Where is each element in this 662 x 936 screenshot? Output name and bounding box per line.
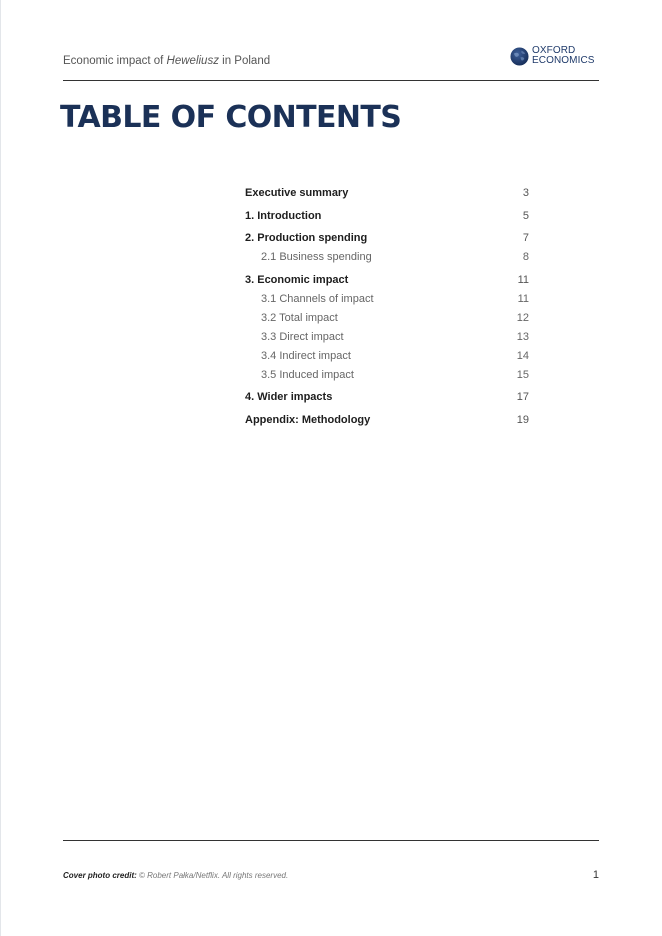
toc-entry-page: 11 bbox=[517, 274, 529, 286]
header-title-italic: Heweliusz bbox=[166, 55, 219, 67]
toc-entry-label: 3.5 Induced impact bbox=[261, 369, 354, 381]
toc-subentry[interactable] bbox=[245, 349, 529, 364]
toc-entry-page: 3 bbox=[522, 187, 529, 199]
logo-line-1: OXFORD bbox=[532, 45, 576, 56]
page-edge bbox=[0, 0, 1, 936]
credit-label: Cover photo credit: bbox=[63, 871, 137, 880]
toc-entry-label: 3.3 Direct impact bbox=[261, 331, 344, 343]
cover-photo-credit bbox=[63, 871, 288, 880]
toc-entry-page: 12 bbox=[516, 312, 529, 324]
toc-subentry[interactable] bbox=[245, 368, 529, 383]
toc-entry[interactable] bbox=[245, 209, 529, 224]
toc-entry-label: 2. Production spending bbox=[245, 232, 368, 244]
toc-entry-page: 13 bbox=[516, 331, 529, 343]
toc-entry-label: 3.4 Indirect impact bbox=[261, 350, 351, 362]
toc-entry-page: 15 bbox=[516, 369, 529, 381]
toc-entry-label: 3.1 Channels of impact bbox=[261, 293, 374, 305]
toc-subentry[interactable] bbox=[245, 250, 529, 265]
toc-entry[interactable] bbox=[245, 413, 529, 428]
toc-entry-label: Executive summary bbox=[245, 187, 349, 199]
toc-entry-page: 19 bbox=[516, 414, 529, 426]
credit-text: © Robert Pałka/Netflix. All rights reserved. bbox=[136, 871, 289, 880]
header-title-prefix: Economic impact of bbox=[63, 55, 167, 67]
toc-entry[interactable] bbox=[245, 231, 529, 246]
toc-entry[interactable] bbox=[245, 186, 529, 201]
toc-subentry[interactable] bbox=[245, 330, 529, 345]
toc-entry-label: 4. Wider impacts bbox=[245, 391, 333, 403]
toc-entry-page: 14 bbox=[516, 350, 529, 362]
toc-entry[interactable] bbox=[245, 390, 529, 405]
footer-divider bbox=[63, 840, 599, 841]
logo-line-2: ECONOMICS bbox=[532, 55, 595, 66]
toc-entry-label: 1. Introduction bbox=[245, 210, 322, 222]
globe-icon bbox=[510, 47, 529, 66]
page-number: 1 bbox=[592, 869, 599, 881]
toc-entry-page: 5 bbox=[522, 210, 529, 222]
toc-entry-page: 8 bbox=[522, 251, 529, 263]
toc-entry-label: 3. Economic impact bbox=[245, 274, 349, 286]
header-divider bbox=[63, 80, 599, 81]
oxford-economics-logo bbox=[510, 46, 595, 66]
document-header-title bbox=[63, 55, 270, 67]
toc-entry-page: 11 bbox=[517, 293, 529, 305]
toc-entry-label: 3.2 Total impact bbox=[261, 312, 338, 324]
toc-entry-label: 2.1 Business spending bbox=[261, 251, 372, 263]
toc-subentry[interactable] bbox=[245, 292, 529, 307]
toc-entry-label: Appendix: Methodology bbox=[245, 414, 371, 426]
toc-entry-page: 17 bbox=[516, 391, 529, 403]
toc-entry-page: 7 bbox=[522, 232, 529, 244]
toc-subentry[interactable] bbox=[245, 311, 529, 326]
toc-entry[interactable] bbox=[245, 273, 529, 288]
header-title-suffix: in Poland bbox=[218, 55, 271, 67]
page-title: TABLE OF CONTENTS bbox=[60, 100, 402, 135]
